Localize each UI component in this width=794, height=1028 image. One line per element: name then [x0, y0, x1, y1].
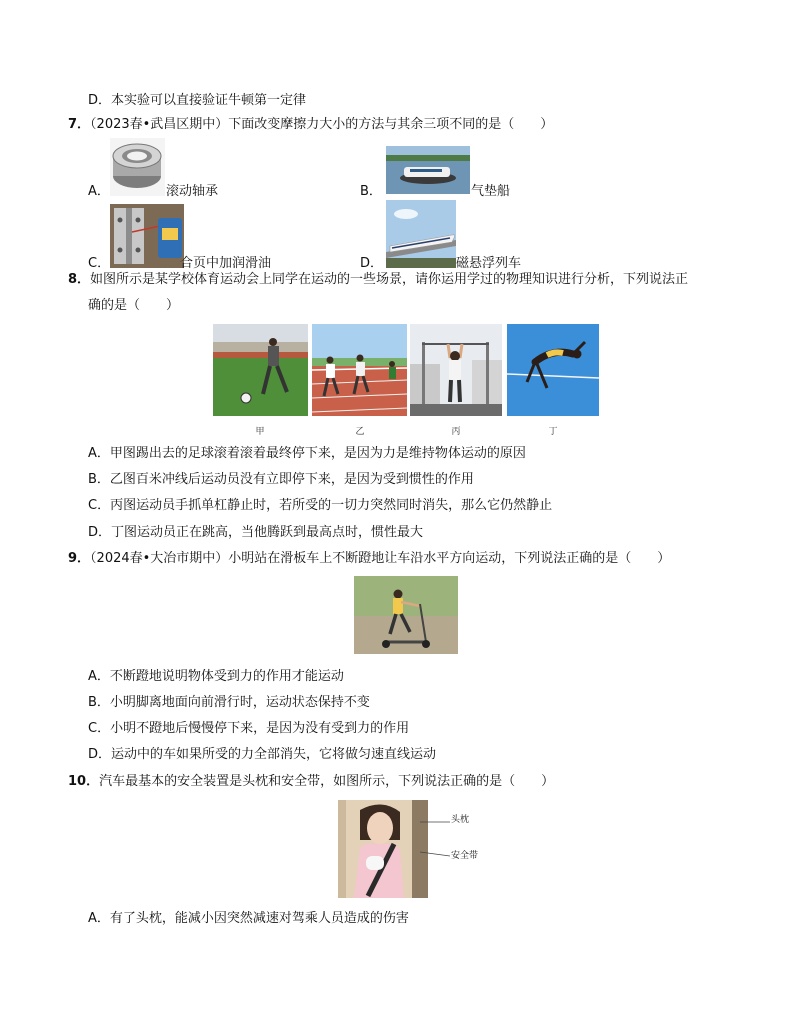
q7-option-b-caption: 气垫船: [471, 184, 511, 199]
q6-option-d: D．本实验可以直接验证牛顿第一定律: [88, 93, 307, 108]
q8-option-a: A．甲图踢出去的足球滚着滚着最终停下来，是因为力是维持物体运动的原因: [88, 446, 526, 461]
pullup-photo: [410, 324, 502, 416]
q10-question: [68, 774, 554, 790]
q10-label-seatbelt: 安全带: [451, 851, 479, 861]
sprint-photo: [312, 324, 407, 416]
q8-option-b: B．乙图百米冲线后运动员没有立即停下来，是因为受到惯性的作用: [88, 472, 474, 487]
q8-photo-label-bing: 丙: [451, 427, 461, 437]
q9-option-d: D．运动中的车如果所受的力全部消失，它将做匀速直线运动: [88, 747, 437, 762]
q7-question: [68, 117, 553, 133]
q7-option-c-letter: C．: [88, 256, 111, 271]
q7-option-d-caption: 磁悬浮列车: [456, 256, 522, 271]
maglev-photo: [386, 200, 456, 268]
q8-question: [68, 272, 688, 288]
q8-option-d: D．丁图运动员正在跳高，当他腾跃到最高点时，惯性最大: [88, 525, 424, 540]
q8-photo-label-yi: 乙: [355, 427, 365, 437]
scooter-photo: [354, 576, 458, 654]
bearing-photo: [110, 138, 165, 196]
q7-stem: （2023春•武昌区期中）下面改变摩擦力大小的方法与其余三项不同的是（ ）: [90, 117, 554, 132]
q9-question: [68, 551, 670, 567]
car-seat-photo: [338, 800, 428, 898]
q7-option-a-letter: A．: [88, 184, 110, 199]
q7-option-b-letter: B．: [360, 184, 382, 199]
q9-number: 9．: [68, 551, 91, 566]
highjump-photo: [507, 324, 599, 416]
q10-number: 10．: [68, 774, 100, 789]
q9-option-c: C．小明不蹬地后慢慢停下来，是因为没有受到力的作用: [88, 721, 410, 736]
hovercraft-photo: [386, 146, 470, 194]
q10-stem: 汽车最基本的安全装置是头枕和安全带，如图所示，下列说法正确的是（ ）: [99, 774, 555, 789]
q8-number: 8．: [68, 272, 91, 287]
q9-stem: （2024春•大冶市期中）小明站在滑板车上不断蹬地让车沿水平方向运动，下列说法正确的是（ ）: [90, 551, 671, 566]
q8-stem-line2: 确的是（ ）: [88, 298, 180, 313]
q9-option-b: B．小明脚离地面向前滑行时，运动状态保持不变: [88, 695, 370, 710]
q9-option-a: A．不断蹬地说明物体受到力的作用才能运动: [88, 669, 344, 684]
q8-photo-label-jia: 甲: [255, 427, 265, 437]
q7-option-d-letter: D．: [360, 256, 384, 271]
q10-label-headrest: 头枕: [451, 815, 470, 825]
football-photo: [213, 324, 308, 416]
q8-photo-label-ding: 丁: [548, 427, 558, 437]
hinge-oil-photo: [110, 204, 184, 268]
q7-number: 7．: [68, 117, 91, 132]
q7-option-c-caption: 合页中加润滑油: [180, 256, 272, 271]
q8-stem-line1: 如图所示是某学校体育运动会上同学在运动的一些场景，请你运用学过的物理知识进行分析，下列说法正: [90, 272, 689, 287]
q10-label-leaders: [420, 812, 450, 862]
q7-option-a-caption: 滚动轴承: [166, 184, 219, 199]
q10-option-a: A．有了头枕，能减小因突然减速对驾乘人员造成的伤害: [88, 911, 409, 926]
q8-option-c: C．丙图运动员手抓单杠静止时，若所受的一切力突然同时消失，那么它仍然静止: [88, 498, 553, 513]
